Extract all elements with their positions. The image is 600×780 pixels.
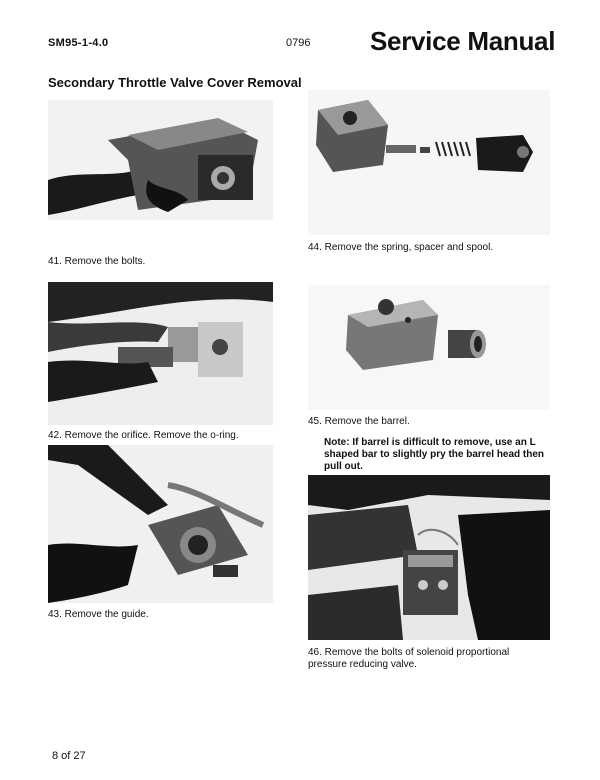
caption-step-46: 46. Remove the bolts of solenoid proportional pressure reducing valve. bbox=[308, 647, 510, 670]
document-code: SM95-1-4.0 bbox=[48, 37, 109, 49]
photo-step-44 bbox=[308, 90, 550, 235]
caption-step-41: 41. Remove the bolts. bbox=[48, 256, 146, 267]
caption-step-42: 42. Remove the orifice. Remove the o-ring. bbox=[48, 430, 239, 441]
photo-step-41 bbox=[48, 100, 273, 220]
photo-step-43 bbox=[48, 445, 273, 603]
photo-step-45 bbox=[308, 285, 550, 410]
section-title: Secondary Throttle Valve Cover Removal bbox=[48, 75, 302, 90]
page-number: 8 of 27 bbox=[52, 750, 86, 762]
caption-step-44: 44. Remove the spring, spacer and spool. bbox=[308, 242, 494, 253]
date-code: 0796 bbox=[286, 37, 311, 49]
caption-step-45: 45. Remove the barrel. bbox=[308, 416, 410, 427]
caption-step-43: 43. Remove the guide. bbox=[48, 609, 149, 620]
photo-step-46 bbox=[308, 475, 550, 640]
manual-title: Service Manual bbox=[370, 26, 556, 56]
photo-step-42 bbox=[48, 282, 273, 425]
note-text: Note: If barrel is difficult to remove, use an L shaped bar to slightly pry the barrel head then pull out. bbox=[324, 437, 545, 472]
